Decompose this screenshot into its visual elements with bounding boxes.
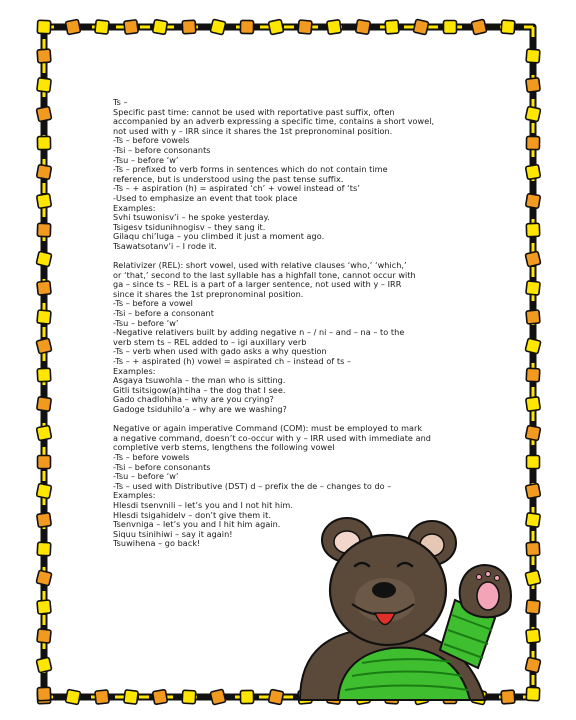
text-line: Tsigesv tsidunihnogisv – they sang it. [113, 221, 266, 232]
border-block [152, 19, 167, 34]
text-line: a negative command, doesn’t co-occur with y – IRR used with immediate and [113, 432, 431, 443]
text-line: -Negative relativers built by adding negative n – / ni – and – na – to the [113, 327, 405, 338]
border-block [501, 20, 515, 34]
text-line: not used with y – IRR since it shares the 1st prepronominal position. [113, 125, 393, 136]
border-block [356, 20, 371, 35]
border-block [268, 19, 283, 34]
border-block [413, 689, 429, 705]
border-block [413, 19, 429, 35]
border-block [240, 690, 253, 703]
text-line: since it shares the 1st prepronominal position. [113, 288, 304, 299]
border-block [526, 136, 539, 149]
text-line: -Ts – before vowels [113, 135, 190, 146]
text-line: Tsawatsotanv’i – I rode it. [113, 240, 217, 251]
border-block [327, 20, 342, 35]
border-block [526, 600, 540, 614]
text-line: Hlesdi tsigahidelv – don’t give them it. [113, 509, 271, 520]
border-block [526, 78, 540, 92]
border-block [37, 78, 51, 92]
text-line: Examples: [113, 365, 156, 376]
document-body [113, 98, 513, 549]
border-block [36, 483, 51, 498]
text-line: Gilaqu chi’luga – you climbed it just a moment ago. [113, 231, 325, 242]
border-block [37, 49, 51, 63]
border-block [182, 20, 196, 34]
border-block [525, 106, 540, 121]
border-block [210, 689, 226, 705]
text-line: Ts – [113, 97, 128, 107]
border-block [298, 690, 312, 704]
text-line: Examples: [113, 490, 156, 501]
border-block [444, 21, 457, 34]
text-line: Asgaya tsuwohla – the man who is sitting. [113, 375, 286, 386]
border-block [37, 600, 51, 614]
text-line: -Ts – + aspiration (h) = aspirated ‘ch’ + vowel instead of ‘ts’ [113, 183, 360, 194]
border-block [36, 164, 51, 179]
border-block [385, 20, 399, 34]
border-block [95, 690, 109, 704]
text-line: Hlesdi tsenvnili – let’s you and I not hit him. [113, 499, 293, 510]
border-block [37, 397, 52, 412]
border-block [37, 136, 50, 149]
text-line: -Tsu – before ‘w’ [113, 471, 179, 482]
border-block [526, 194, 541, 209]
text-line: Tsenvnigа – let’s you and I hit him again. [113, 519, 281, 530]
border-block [356, 690, 371, 705]
border-block [36, 570, 52, 586]
border-block [525, 425, 540, 440]
text-line: completive verb stems, lengthens the following vowel [113, 442, 335, 453]
border-block [38, 456, 51, 469]
text-line: -Ts – verb when used with gado asks a why question [113, 346, 327, 357]
border-block [526, 368, 540, 382]
border-block [525, 657, 541, 673]
text-line: Specific past time: cannot be used with reportative past suffix, often [113, 106, 395, 117]
border-block [37, 687, 50, 700]
border-block [182, 690, 196, 704]
text-line: reference, but is understood using the past tense suffix. [113, 173, 344, 184]
border-block [526, 223, 539, 236]
border-block [36, 657, 52, 673]
border-block [36, 251, 52, 267]
border-block [152, 689, 167, 704]
text-line: -Ts – before a vowel [113, 298, 193, 309]
text-line: Negative or again imperative Command (COM): must be employed to mark [113, 423, 423, 434]
border-block [37, 20, 50, 33]
border-block [36, 425, 51, 440]
border-block [37, 223, 50, 236]
border-block [526, 542, 540, 556]
border-block [526, 310, 540, 324]
border-block [525, 483, 540, 498]
border-block [526, 513, 541, 528]
text-line: -Tsu – before ‘w’ [113, 317, 179, 328]
border-block [95, 20, 109, 34]
text-line: Gitli tsitsigow(a)htiha – the dog that I see. [113, 384, 286, 395]
border-block [37, 513, 52, 528]
border-block [298, 20, 312, 34]
border-block [240, 20, 253, 33]
border-block [210, 19, 226, 35]
border-block [327, 690, 342, 705]
text-line: -Used to emphasize an event that took place [113, 192, 298, 203]
text-line: accompanied by an adverb expressing a specific time, contains a short vowel, [113, 116, 435, 127]
border-block [37, 310, 51, 324]
text-line: ga – since ts – REL is a part of a larger sentence, not used with y – IRR [113, 279, 402, 290]
text-line: -Tsu – before ‘w’ [113, 154, 179, 165]
border-block [444, 691, 457, 704]
border-block [501, 690, 515, 704]
border-block [124, 690, 138, 704]
border-block [526, 281, 540, 295]
text-line: or ‘that,’ second to the last syllable has a highfall tone, cannot occur with [113, 269, 416, 280]
border-block [471, 19, 487, 35]
text-line: -Ts – + aspirated (h) vowel = aspirated ch – instead of ts – [113, 356, 352, 367]
border-block [526, 629, 540, 643]
text-line: Svhi tsuwonisv’i – he spoke yesterday. [113, 212, 270, 223]
border-block [527, 456, 540, 469]
border-block [471, 689, 487, 705]
border-block [525, 164, 540, 179]
text-line: -Ts – prefixed to verb forms in sentences which do not contain time [113, 164, 388, 175]
text-line: Relativizer (REL): short vowel, used with relative clauses ‘who,’ ‘which,’ [113, 260, 407, 271]
text-line: verb stem ts – REL added to – igi auxillary verb [113, 336, 307, 347]
border-block [37, 629, 51, 643]
border-block [124, 20, 138, 34]
border-block [525, 570, 541, 586]
text-line: -Ts – before vowels [113, 451, 190, 462]
text-line: Gadoge tsiduhilo’a – why are we washing? [113, 404, 287, 414]
text-line: Examples: [113, 202, 156, 213]
border-block [385, 690, 399, 704]
text-line: -Tsi – before consonants [113, 144, 211, 155]
border-block [65, 19, 80, 34]
text-line: -Tsi – before a consonant [113, 308, 214, 319]
text-line: Siquu tsinihiwi – say it again! [113, 528, 233, 539]
border-block [36, 106, 51, 121]
border-block [526, 397, 541, 412]
border-block [37, 281, 51, 295]
border-block [37, 368, 51, 382]
text-line: -Tsi – before consonants [113, 461, 211, 472]
border-block [65, 689, 80, 704]
text-line: Gado chadlohiha – why are you crying? [113, 394, 274, 405]
border-block [37, 194, 52, 209]
text-line: -Ts – used with Distributive (DST) d – prefix the de – changes to do – [113, 480, 392, 491]
border-block [526, 49, 540, 63]
border-block [268, 689, 283, 704]
text-line: Tsuwihena – go back! [113, 538, 201, 549]
border-block [525, 338, 541, 354]
border-block [37, 542, 51, 556]
border-block [36, 338, 52, 354]
border-block [526, 687, 539, 700]
border-block [525, 251, 541, 267]
